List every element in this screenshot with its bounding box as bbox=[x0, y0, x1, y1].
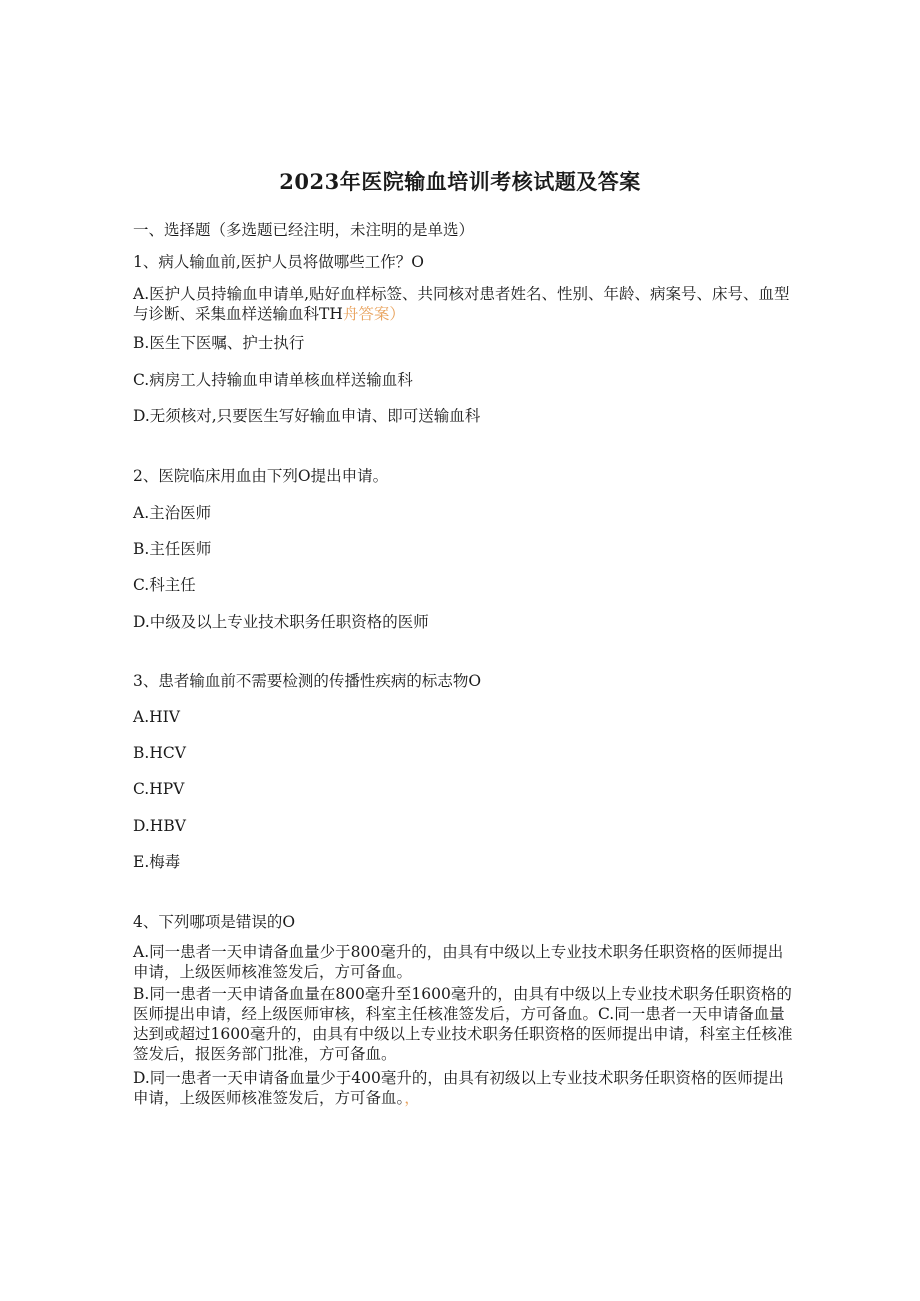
question-2-option-c: C.科主任 bbox=[133, 576, 196, 594]
question-1-option-c: C.病房工人持输血申请单核血样送输血科 bbox=[133, 371, 413, 389]
question-2-option-a: A.主治医师 bbox=[133, 504, 212, 522]
section-heading: 一、选择题（多选题已经注明，未注明的是单选） bbox=[133, 221, 475, 239]
question-4-stem: 4、下列哪项是错误的O bbox=[133, 913, 296, 931]
question-3-option-d: D.HBV bbox=[133, 817, 186, 835]
question-2-stem: 2、医院临床用血由下列O提出申请。 bbox=[133, 467, 389, 485]
question-3-option-a: A.HIV bbox=[133, 708, 180, 726]
question-3-option-b: B.HCV bbox=[133, 744, 186, 762]
question-2-option-d: D.中级及以上专业技术职务任职资格的医师 bbox=[133, 613, 429, 631]
document-title: 2023年医院输血培训考核试题及答案 bbox=[279, 169, 641, 194]
question-3-option-e: E.梅毒 bbox=[133, 853, 181, 871]
question-3-option-c: C.HPV bbox=[133, 780, 185, 798]
question-4-option-a: A.同一患者一天申请备血量少于800毫升的，由具有中级以上专业技术职务任职资格的医师提出申请，上级医师核准签发后，方可备血。 bbox=[133, 943, 784, 981]
question-1-stem: 1、病人输血前,医护人员将做哪些工作？O bbox=[133, 253, 424, 271]
question-1-option-b: B.医生下医嘱、护士执行 bbox=[133, 334, 305, 352]
answer-mark: 舟答案） bbox=[342, 305, 405, 323]
question-1-option-d: D.无须核对,只要医生写好输血申请、即可送输血科 bbox=[133, 407, 481, 425]
option-text: A.医护人员持输血申请单,贴好血样标签、共同核对患者姓名、性别、年龄、病案号、床号、血型与诊断、采集血样送输血科TH bbox=[133, 285, 790, 323]
question-3-stem: 3、患者输血前不需要检测的传播性疾病的标志物O bbox=[133, 672, 482, 690]
question-1-option-a bbox=[133, 284, 793, 324]
question-2-option-b: B.主任医师 bbox=[133, 540, 212, 558]
answer-mark: ， bbox=[404, 1089, 420, 1107]
option-text: D.同一患者一天申请备血量少于400毫升的，由具有初级以上专业技术职务任职资格的医师提出申请，上级医师核准签发后，方可备血。 bbox=[133, 1069, 784, 1107]
question-4-option-b: B.同一患者一天申请备血量在800毫升至1600毫升的，由具有中级以上专业技术职务任职资格的医师提出申请，经上级医师审核，科室主任核准签发后，方可备血。C.同一患者一天申请备血量达到或超过1600毫升的，由具有中级以上专业技术职务任职资格的医师提出申请，科室主任核准签发后，报医务部门批准，方可备血。 bbox=[133, 985, 793, 1063]
question-4-option-d bbox=[133, 1068, 793, 1108]
